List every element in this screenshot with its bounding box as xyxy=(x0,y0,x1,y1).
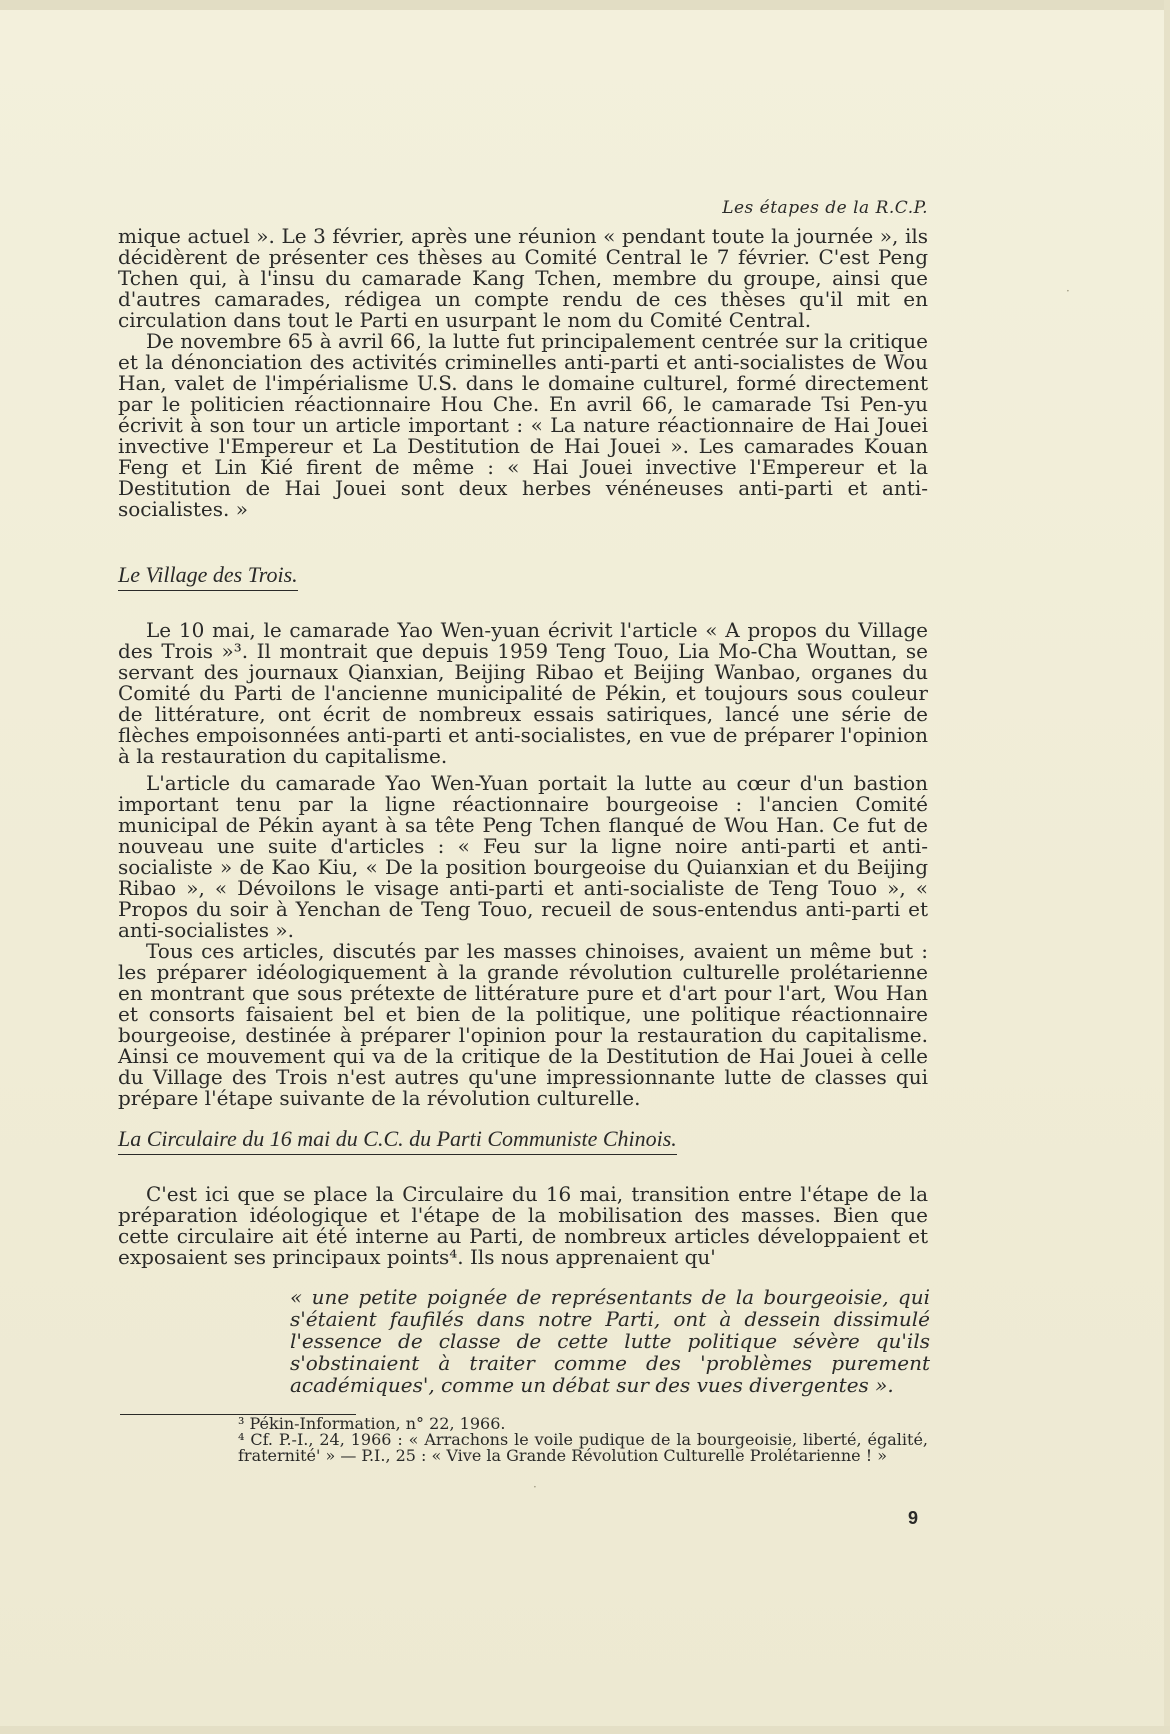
footnote: ⁴ Cf. P.-I., 24, 1966 : « Arrachons le voile pudique de la bourgeoisie, liberté, égalité, fraternité' » — P.I., 25 : « Vive la Grande Révolution Culturelle Prolétarienne ! » xyxy=(238,1430,928,1465)
footnotes xyxy=(238,1416,928,1464)
page-number: 9 xyxy=(908,1508,919,1528)
paragraph: Le 10 mai, le camarade Yao Wen-yuan écrivit l'article « A propos du Village des Trois »³. Il montrait que depuis 1959 Teng Touo, Lia Mo-Cha Wouttan, se servant des journaux Qianxian, Beijing Ribao et Beijing Wanbao, organes du Comité du Parti de l'ancienne municipalité de Pékin, et toujours sous couleur de littérature, ont écrit de nombreux essais satiriques, lancé une série de flèches empoisonnées anti-parti et anti-socialistes, en vue de préparer l'opinion à la restauration du capitalisme. xyxy=(118,618,928,768)
paragraph: C'est ici que se place la Circulaire du 16 mai, transition entre l'étape de la préparation idéologique et l'étape de la mobilisation des masses. Bien que cette circulaire ait été interne au Parti, de nombreux articles développaient et exposaient ses principaux points⁴. Ils nous apprenaient qu' xyxy=(118,1182,928,1269)
opening-text xyxy=(118,226,928,520)
scan-speck: · xyxy=(1066,284,1070,298)
scan-edge-top xyxy=(0,0,1170,10)
section-heading-circulaire xyxy=(118,1126,928,1155)
paragraph: Tous ces articles, discutés par les masses chinoises, avaient un même but : les préparer idéologiquement à la grande révolution culturelle prolétarienne en montrant que sous prétexte de littérature pure et d'art pour l'art, Wou Han et consorts faisaient bel et bien de la politique, une politique réactionnaire bourgeoise, destinée à préparer l'opinion pour la restauration du capitalisme. Ainsi ce mouvement qui va de la critique de la Destitution de Hai Jouei à celle du Village des Trois n'est autres qu'une impressionnante lutte de classes qui prépare l'étape suivante de la révolution culturelle. xyxy=(118,939,928,1110)
section-circulaire-text xyxy=(118,1184,928,1268)
paragraph: L'article du camarade Yao Wen-Yuan portait la lutte au cœur d'un bastion important tenu par la ligne réactionnaire bourgeoise : l'ancien Comité municipal de Pékin ayant à sa tête Peng Tchen flanqué de Wou Han. Ce fut de nouveau une suite d'articles : « Feu sur la ligne noire anti-parti et anti-socialiste » de Kao Kiu, « De la position bourgeoise du Quianxian et du Beijing Ribao », « Dévoilons le visage anti-parti et anti-socialiste de Teng Touo », « Propos du soir à Yenchan de Teng Touo, recueil de sous-entendus anti-parti et anti-socialistes ». xyxy=(118,771,928,942)
block-quote: « une petite poignée de représentants de la bourgeoisie, qui s'étaient faufilés dans notre Parti, ont à dessein dissimulé l'essence de classe de cette lutte politique sévère qu'ils s'obstinaient à traiter comme des 'problèmes purement académiques', comme un débat sur des vues divergentes ». xyxy=(290,1285,930,1397)
paragraph: De novembre 65 à avril 66, la lutte fut principalement centrée sur la critique et la dénonciation des activités criminelles anti-parti et anti-socialistes de Wou Han, valet de l'impérialisme U.S. dans le domaine culturel, formé directement par le politicien réactionnaire Hou Che. En avril 66, le camarade Tsi Pen-yu écrivit à son tour un article important : « La nature réactionnaire de Hai Jouei invective l'Empereur et La Destitution de Hai Jouei ». Les camarades Kouan Feng et Lin Kié firent de même : « Hai Jouei invective l'Empereur et la Destitution de Hai Jouei sont deux herbes vénéneuses anti-parti et anti-socialistes. » xyxy=(118,329,928,521)
section-title: Le Village des Trois. xyxy=(118,562,298,591)
paragraph: mique actuel ». Le 3 février, après une réunion « pendant toute la journée », ils décidèrent de présenter ces thèses au Comité Central le 7 février. C'est Peng Tchen qui, à l'insu du camarade Kang Tchen, membre du groupe, ainsi que d'autres camarades, rédigea un compte rendu de ces thèses qu'il mit en circulation dans tout le Parti en usurpant le nom du Comité Central. xyxy=(118,224,928,332)
section-village-text xyxy=(118,620,928,1109)
footnote: ³ Pékin-Information, n° 22, 1966. xyxy=(238,1414,506,1433)
scan-speck: · xyxy=(533,1480,537,1494)
running-head: Les étapes de la R.C.P. xyxy=(722,198,928,218)
section-heading-village xyxy=(118,562,928,591)
scan-edge-bottom xyxy=(0,1726,1170,1734)
scan-edge-right xyxy=(1164,0,1170,1734)
section-title: La Circulaire du 16 mai du C.C. du Parti Communiste Chinois. xyxy=(118,1126,677,1155)
